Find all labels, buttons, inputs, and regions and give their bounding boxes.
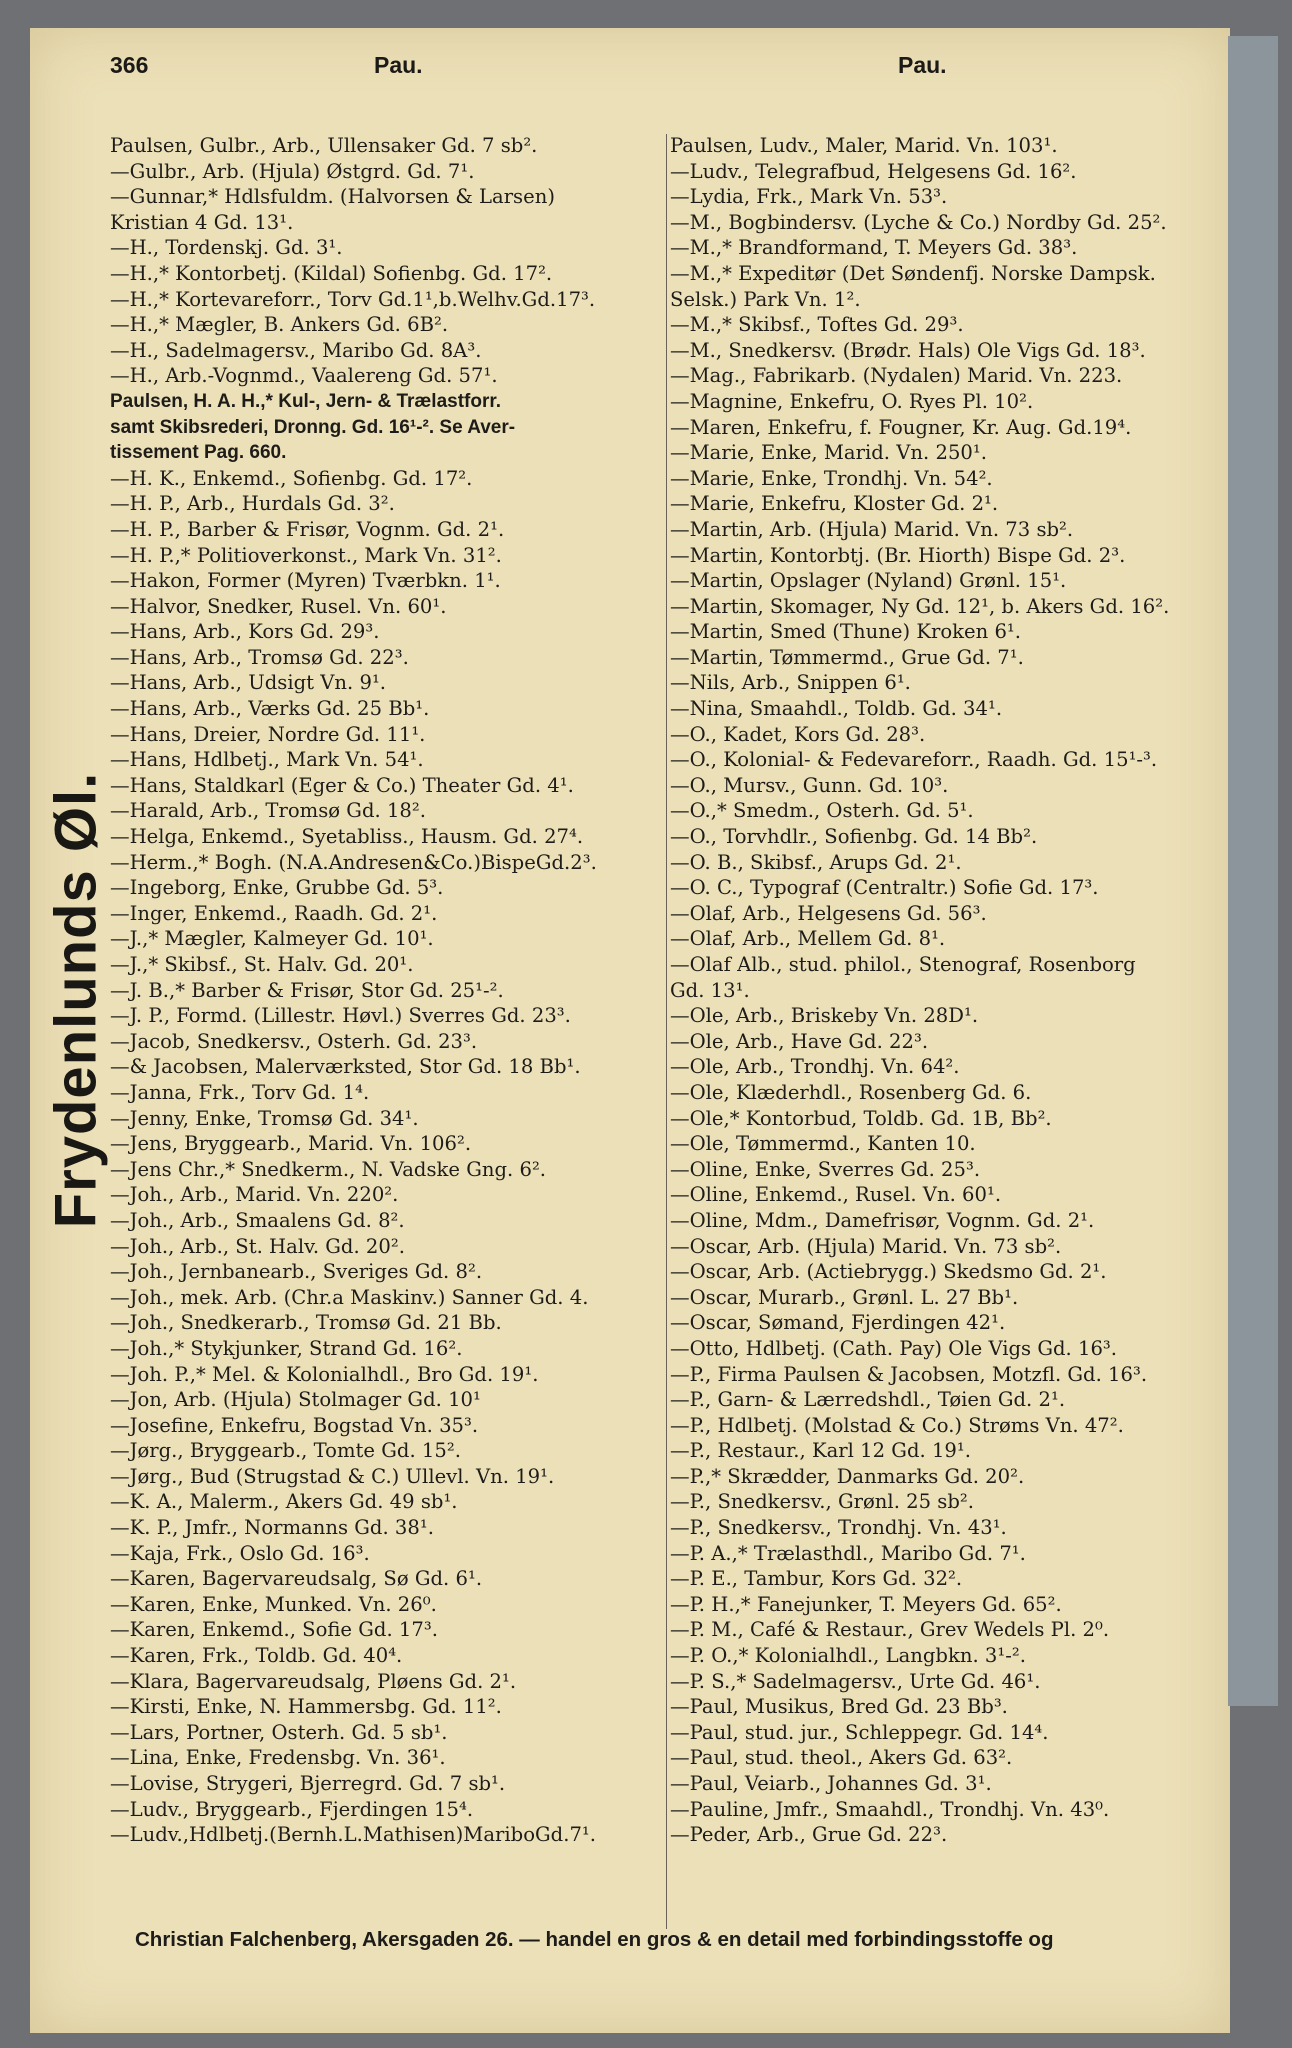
directory-entry: —Paul, stud. jur., Schleppegr. Gd. 14⁴. (670, 1720, 1049, 1744)
directory-entry: —Magnine, Enkefru, O. Ryes Pl. 10². (670, 389, 1034, 413)
directory-entry: —Joh. P.,* Mel. & Kolonialhdl., Bro Gd. 19¹. (110, 1362, 539, 1386)
directory-entry: —M.,* Brandformand, T. Meyers Gd. 38³. (670, 236, 1078, 260)
directory-entry: —P., Hdlbetj. (Molstad & Co.) Strøms Vn. 47². (670, 1413, 1124, 1437)
directory-entry: —Paul, stud. theol., Akers Gd. 63². (670, 1746, 1013, 1770)
directory-entry: samt Skibsrederi, Dronng. Gd. 16¹-². Se Aver- (110, 416, 516, 438)
directory-entry: Kristian 4 Gd. 13¹. (110, 210, 294, 234)
directory-entry: Paulsen, Ludv., Maler, Marid. Vn. 103¹. (670, 134, 1058, 157)
directory-entry: —Hans, Dreier, Nordre Gd. 11¹. (110, 722, 426, 746)
directory-entry: —Ole,* Kontorbud, Toldb. Gd. 1B, Bb². (670, 1106, 1052, 1130)
directory-entry: —Oline, Enke, Sverres Gd. 25³. (670, 1157, 981, 1181)
directory-entry: —Karen, Enke, Munked. Vn. 26⁰. (110, 1592, 437, 1616)
directory-entry: —Martin, Smed (Thune) Kroken 6¹. (670, 620, 1021, 644)
directory-entry: —P. E., Tambur, Kors Gd. 32². (670, 1567, 963, 1591)
directory-entry: —Oscar, Arb. (Hjula) Marid. Vn. 73 sb². (670, 1234, 1062, 1258)
directory-entry: —O.,* Smedm., Osterh. Gd. 5¹. (670, 799, 974, 823)
directory-entry: —Lovise, Strygeri, Bjerregrd. Gd. 7 sb¹. (110, 1772, 506, 1795)
page-edge-tab (1228, 36, 1278, 1706)
directory-entry: —H.,* Mægler, B. Ankers Gd. 6B². (110, 313, 449, 337)
directory-entry: —P.,* Skrædder, Danmarks Gd. 20². (670, 1464, 1025, 1488)
directory-entry: —M.,* Skibsf., Toftes Gd. 29³. (670, 313, 964, 337)
directory-entry: —Ludv., Telegrafbud, Helgesens Gd. 16². (670, 159, 1077, 183)
directory-entry: —H.,* Kortevareforr., Torv Gd.1¹,b.Welhv.Gd.17³. (110, 287, 596, 311)
directory-entry: —Joh., Arb., Smaalens Gd. 8². (110, 1208, 405, 1232)
directory-entry: —Hans, Hdlbetj., Mark Vn. 54¹. (110, 748, 424, 772)
directory-entry: —Harald, Arb., Tromsø Gd. 18². (110, 799, 426, 823)
directory-entry: —Paul, Veiarb., Johannes Gd. 3¹. (670, 1772, 992, 1795)
directory-entry: —H., Arb.-Vognmd., Vaalereng Gd. 57¹. (110, 364, 498, 388)
directory-entry: —Kaja, Frk., Oslo Gd. 16³. (110, 1541, 370, 1565)
directory-entry: —Hans, Arb., Udsigt Vn. 9¹. (110, 671, 387, 695)
directory-entry: —Martin, Tømmermd., Grue Gd. 7¹. (670, 645, 1024, 669)
directory-entry: —Martin, Opslager (Nyland) Grønl. 15¹. (670, 569, 1067, 593)
directory-entry: Selsk.) Park Vn. 1². (670, 287, 861, 311)
directory-entry: —Ole, Arb., Have Gd. 22³. (670, 1029, 929, 1053)
directory-entry: —Jacob, Snedkersv., Osterh. Gd. 23³. (110, 1029, 478, 1053)
directory-entry: —H. P.,* Politioverkonst., Mark Vn. 31². (110, 543, 502, 567)
directory-entry: —Ole, Tømmermd., Kanten 10. (670, 1132, 976, 1156)
directory-entry: —& Jacobsen, Malerværksted, Stor Gd. 18 Bb¹. (110, 1055, 581, 1079)
directory-entry: —Pauline, Jmfr., Smaahdl., Trondhj. Vn. 43⁰. (670, 1797, 1110, 1821)
directory-entry: —J. B.,* Barber & Frisør, Stor Gd. 25¹-². (110, 978, 504, 1002)
directory-entry: —Joh.,* Stykjunker, Strand Gd. 16². (110, 1336, 463, 1360)
right-running-head: Pau. (898, 52, 947, 78)
directory-entry: —Maren, Enkefru, f. Fougner, Kr. Aug. Gd.19⁴. (670, 415, 1132, 439)
directory-entry: —J.,* Mægler, Kalmeyer Gd. 10¹. (110, 927, 434, 951)
left-column (110, 133, 675, 1848)
directory-entry: —Jens Chr.,* Snedkerm., N. Vadske Gng. 6². (110, 1157, 547, 1181)
directory-entry: —Gulbr., Arb. (Hjula) Østgrd. Gd. 7¹. (110, 159, 475, 183)
directory-entry: —H., Tordenskj. Gd. 3¹. (110, 236, 343, 260)
directory-entry: —Joh., Arb., Marid. Vn. 220². (110, 1183, 399, 1207)
directory-entry: —M., Snedkersv. (Brødr. Hals) Ole Vigs Gd. 18³. (670, 338, 1146, 362)
directory-entry: —Joh., mek. Arb. (Chr.a Maskinv.) Sanner Gd. 4. (110, 1285, 589, 1309)
directory-entry: —O., Kadet, Kors Gd. 28³. (670, 722, 926, 746)
directory-entry: —Ole, Arb., Briskeby Vn. 28D¹. (670, 1004, 979, 1028)
side-advertisement: Frydenlunds Øl. (43, 771, 109, 1229)
directory-entry: —K. P., Jmfr., Normanns Gd. 38¹. (110, 1516, 434, 1540)
directory-entry: —P., Garn- & Lærredshdl., Tøien Gd. 2¹. (670, 1388, 1066, 1412)
directory-entry: —Oscar, Sømand, Fjerdingen 42¹. (670, 1311, 1006, 1335)
directory-entry: —Gunnar,* Hdlsfuldm. (Halvorsen & Larsen) (110, 185, 555, 209)
directory-entry: —Oscar, Arb. (Actiebrygg.) Skedsmo Gd. 2¹. (670, 1260, 1107, 1284)
directory-entry: —P. O.,* Kolonialhdl., Langbkn. 3¹-². (670, 1644, 1026, 1668)
directory-entry: —Hans, Arb., Værks Gd. 25 Bb¹. (110, 697, 430, 721)
directory-entry: —Jenny, Enke, Tromsø Gd. 34¹. (110, 1106, 419, 1130)
directory-entry: —Joh., Jernbanearb., Sveriges Gd. 8². (110, 1260, 483, 1284)
directory-entry: Gd. 13¹. (670, 978, 750, 1002)
directory-entry: —Hans, Arb., Tromsø Gd. 22³. (110, 645, 409, 669)
directory-entry: —H. K., Enkemd., Sofienbg. Gd. 17². (110, 466, 473, 490)
directory-entry: —Hans, Arb., Kors Gd. 29³. (110, 620, 380, 644)
directory-entry: —H. P., Arb., Hurdals Gd. 3². (110, 492, 395, 516)
directory-entry: —Lydia, Frk., Mark Vn. 53³. (670, 185, 948, 209)
directory-entry: —M., Bogbindersv. (Lyche & Co.) Nordby Gd. 25². (670, 210, 1167, 234)
directory-entry: —Olaf Alb., stud. philol., Stenograf, Rosenborg (670, 953, 1136, 976)
directory-entry: —J.,* Skibsf., St. Halv. Gd. 20¹. (110, 953, 414, 976)
directory-entry: Paulsen, Gulbr., Arb., Ullensaker Gd. 7 sb². (110, 134, 538, 157)
directory-entry: —Janna, Frk., Torv Gd. 1⁴. (110, 1080, 370, 1104)
directory-entry: —M.,* Expeditør (Det Søndenfj. Norske Dampsk. (670, 261, 1156, 285)
directory-entry: —P. M., Café & Restaur., Grev Wedels Pl. 2⁰. (670, 1618, 1110, 1642)
directory-entry: —H.,* Kontorbetj. (Kildal) Sofienbg. Gd. 17². (110, 261, 553, 285)
directory-entry: —Oline, Enkemd., Rusel. Vn. 60¹. (670, 1183, 1002, 1207)
directory-entry: —K. A., Malerm., Akers Gd. 49 sb¹. (110, 1490, 458, 1514)
directory-entry: —Karen, Enkemd., Sofie Gd. 17³. (110, 1618, 438, 1642)
directory-entry: —H., Sadelmagersv., Maribo Gd. 8A³. (110, 338, 482, 362)
directory-entry: —Lars, Portner, Osterh. Gd. 5 sb¹. (110, 1720, 448, 1744)
directory-entry: —O. C., Typograf (Centraltr.) Sofie Gd. 17³. (670, 876, 1099, 900)
directory-entry: tissement Pag. 660. (110, 442, 287, 464)
directory-entry: —J. P., Formd. (Lillestr. Høvl.) Sverres Gd. 23³. (110, 1004, 571, 1028)
directory-entry: —Herm.,* Bogh. (N.A.Andresen&Co.)BispeGd.2³. (110, 850, 597, 874)
directory-entry: —O., Mursv., Gunn. Gd. 10³. (670, 773, 949, 797)
directory-entry: —Lina, Enke, Fredensbg. Vn. 36¹. (110, 1746, 446, 1770)
directory-entry: —Joh., Snedkerarb., Tromsø Gd. 21 Bb. (110, 1311, 502, 1335)
directory-entry: —Ludv., Bryggearb., Fjerdingen 15⁴. (110, 1797, 474, 1821)
directory-entry: —Olaf, Arb., Mellem Gd. 8¹. (670, 927, 946, 951)
directory-entry: —O., Kolonial- & Fedevareforr., Raadh. Gd. 15¹-³. (670, 748, 1158, 772)
directory-entry: —Nils, Arb., Snippen 6¹. (670, 671, 911, 695)
directory-entry: —Ludv.,Hdlbetj.(Bernh.L.Mathisen)MariboGd.7¹. (110, 1823, 596, 1847)
directory-entry: —Ole, Arb., Trondhj. Vn. 64². (670, 1055, 960, 1079)
directory-entry: —Marie, Enke, Trondhj. Vn. 54². (670, 466, 993, 490)
directory-entry: —Jon, Arb. (Hjula) Stolmager Gd. 10¹ (110, 1388, 481, 1412)
directory-entry: —Ole, Klæderhdl., Rosenberg Gd. 6. (670, 1080, 1032, 1104)
directory-entry: Paulsen, H. A. H.,* Kul-, Jern- & Trælastforr. (110, 390, 501, 412)
directory-entry: —Marie, Enkefru, Kloster Gd. 2¹. (670, 492, 999, 516)
footer-advertisement: Christian Falchenberg, Akersgaden 26. — handel en gros & en detail med forbindingsstoffe og (135, 1928, 1054, 1951)
directory-entry: —Martin, Skomager, Ny Gd. 12¹, b. Akers Gd. 16². (670, 594, 1170, 618)
left-running-head: Pau. (374, 52, 423, 78)
directory-entry: —Ingeborg, Enke, Grubbe Gd. 5³. (110, 876, 444, 900)
directory-entry: —P., Snedkersv., Trondhj. Vn. 43¹. (670, 1516, 1007, 1540)
directory-entry: —Klara, Bagervareudsalg, Pløens Gd. 2¹. (110, 1669, 517, 1693)
directory-entry: —H. P., Barber & Frisør, Vognm. Gd. 2¹. (110, 517, 505, 541)
page-number: 366 (110, 52, 149, 78)
directory-entry: —Jørg., Bud (Strugstad & C.) Ullevl. Vn. 19¹. (110, 1464, 555, 1488)
directory-entry: —Helga, Enkemd., Syetabliss., Hausm. Gd. 27⁴. (110, 825, 584, 849)
directory-entry: —Hakon, Former (Myren) Tværbkn. 1¹. (110, 569, 501, 593)
directory-entry: —P., Firma Paulsen & Jacobsen, Motzfl. Gd. 16³. (670, 1362, 1148, 1386)
directory-entry: —Peder, Arb., Grue Gd. 22³. (670, 1823, 948, 1847)
directory-entry: —Oscar, Murarb., Grønl. L. 27 Bb¹. (670, 1285, 1019, 1309)
directory-entry: —O., Torvhdlr., Sofienbg. Gd. 14 Bb². (670, 825, 1038, 849)
column-divider (666, 134, 667, 1929)
directory-entry: —Joh., Arb., St. Halv. Gd. 20². (110, 1234, 405, 1258)
directory-entry: —Jens, Bryggearb., Marid. Vn. 106². (110, 1132, 472, 1156)
directory-entry: —Karen, Frk., Toldb. Gd. 40⁴. (110, 1644, 403, 1668)
directory-entry: —Nina, Smaahdl., Toldb. Gd. 34¹. (670, 697, 1003, 721)
right-column (670, 133, 1235, 1848)
directory-entry: —P. H.,* Fanejunker, T. Meyers Gd. 65². (670, 1592, 1062, 1616)
directory-entry: —P. A.,* Trælasthdl., Maribo Gd. 7¹. (670, 1541, 1026, 1565)
directory-entry: —P. S.,* Sadelmagersv., Urte Gd. 46¹. (670, 1669, 1041, 1693)
directory-entry: —Josefine, Enkefru, Bogstad Vn. 35³. (110, 1413, 479, 1437)
directory-entry: —Mag., Fabrikarb. (Nydalen) Marid. Vn. 223. (670, 364, 1123, 388)
directory-entry: —Olaf, Arb., Helgesens Gd. 56³. (670, 901, 987, 925)
directory-entry: —Otto, Hdlbetj. (Cath. Pay) Ole Vigs Gd. 16³. (670, 1336, 1118, 1360)
directory-entry: —Jørg., Bryggearb., Tomte Gd. 15². (110, 1439, 461, 1463)
directory-entry: —Martin, Arb. (Hjula) Marid. Vn. 73 sb². (670, 517, 1074, 541)
directory-entry: —Inger, Enkemd., Raadh. Gd. 2¹. (110, 901, 438, 925)
directory-entry: —Paul, Musikus, Bred Gd. 23 Bb³. (670, 1695, 1008, 1719)
directory-entry: —Martin, Kontorbtj. (Br. Hiorth) Bispe Gd. 2³. (670, 543, 1126, 567)
directory-entry: —P., Restaur., Karl 12 Gd. 19¹. (670, 1439, 971, 1463)
directory-entry: —O. B., Skibsf., Arups Gd. 2¹. (670, 850, 962, 874)
directory-entry: —Halvor, Snedker, Rusel. Vn. 60¹. (110, 594, 447, 618)
directory-entry: —P., Snedkersv., Grønl. 25 sb². (670, 1490, 974, 1514)
directory-entry: —Marie, Enke, Marid. Vn. 250¹. (670, 441, 987, 465)
directory-entry: —Oline, Mdm., Damefrisør, Vognm. Gd. 2¹. (670, 1208, 1095, 1232)
directory-entry: —Karen, Bagervareudsalg, Sø Gd. 6¹. (110, 1567, 483, 1591)
directory-entry: —Hans, Staldkarl (Eger & Co.) Theater Gd. 4¹. (110, 773, 574, 797)
directory-entry: —Kirsti, Enke, N. Hammersbg. Gd. 11². (110, 1695, 502, 1719)
